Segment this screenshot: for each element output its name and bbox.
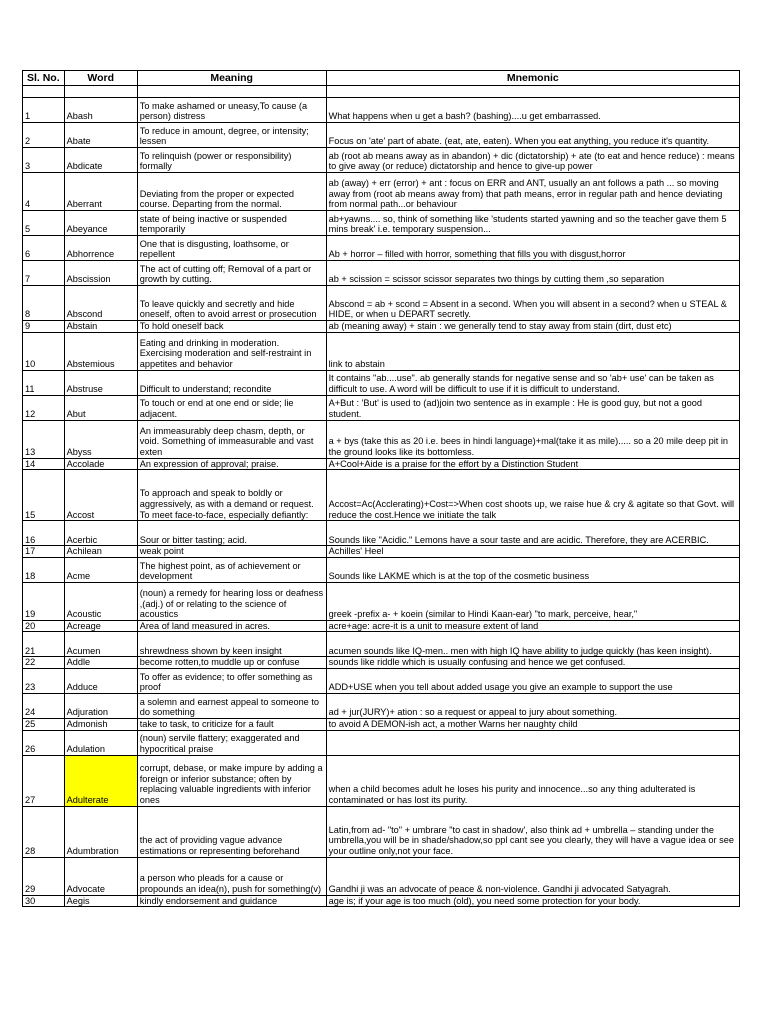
- cell-meaning: To touch or end at one end or side; lie adjacent.: [137, 395, 326, 420]
- table-row: [23, 458, 740, 470]
- vocabulary-table: [22, 70, 740, 907]
- cell-mnemonic: ab (away) + err (error) + ant : focus on ERR and ANT, usually an ant follows a path ... so moving away from (root ab means away from) that path means, error in regular path and hence deviating from normal path...or behaviour: [326, 173, 739, 211]
- cell-sl-no: 27: [23, 755, 65, 806]
- table-row: [23, 123, 740, 148]
- cell-sl-no: 19: [23, 582, 65, 620]
- cell-meaning: Area of land measured in acres.: [137, 620, 326, 632]
- table-row: [23, 98, 740, 123]
- cell-meaning: weak point: [137, 546, 326, 558]
- cell-sl-no: 14: [23, 458, 65, 470]
- table-row: [23, 236, 740, 261]
- cell-meaning: The act of cutting off; Removal of a part or growth by cutting.: [137, 261, 326, 286]
- cell-word: Abstain: [64, 321, 137, 333]
- cell-meaning: To make ashamed or uneasy,To cause (a person) distress: [137, 98, 326, 123]
- cell-word: Acerbic: [64, 521, 137, 546]
- cell-word: Adulterate: [64, 755, 137, 806]
- cell-sl-no: 11: [23, 370, 65, 395]
- cell-sl-no: 25: [23, 718, 65, 730]
- cell-sl-no: 12: [23, 395, 65, 420]
- cell-meaning: (noun) a remedy for hearing loss or deafness ,(adj.) of or relating to the science of acoustics: [137, 582, 326, 620]
- cell-meaning: Sour or bitter tasting; acid.: [137, 521, 326, 546]
- cell-word: Abstemious: [64, 332, 137, 370]
- cell-meaning: One that is disgusting, loathsome, or repellent: [137, 236, 326, 261]
- table-row: [23, 730, 740, 755]
- cell-sl-no: 20: [23, 620, 65, 632]
- cell-meaning: kindly endorsement and guidance: [137, 895, 326, 907]
- cell-mnemonic: Ab + horror – filled with horror, something that fills you with disgust,horror: [326, 236, 739, 261]
- cell-mnemonic: sounds like riddle which is usually confusing and hence we get confused.: [326, 657, 739, 669]
- cell-sl-no: 8: [23, 286, 65, 321]
- cell-word: Acreage: [64, 620, 137, 632]
- cell-meaning: corrupt, debase, or make impure by adding a foreign or inferior substance; often by replacing valuable ingredients with inferior ones: [137, 755, 326, 806]
- cell-mnemonic: a + bys (take this as 20 i.e. bees in hindi language)+mal(take it as mile)..... so a 20 mile deep pit in the ground looks like its bottomless.: [326, 420, 739, 458]
- cell-word: Abdicate: [64, 148, 137, 173]
- cell-sl-no: 1: [23, 98, 65, 123]
- cell-meaning: state of being inactive or suspended temporarily: [137, 211, 326, 236]
- cell-meaning: the act of providing vague advance estimations or representing beforehand: [137, 806, 326, 857]
- table-row: [23, 693, 740, 718]
- cell-mnemonic: age is; if your age is too much (old), you need some protection for your body.: [326, 895, 739, 907]
- table-row: [23, 632, 740, 657]
- cell-word: Abut: [64, 395, 137, 420]
- cell-word: Abash: [64, 98, 137, 123]
- table-row: [23, 806, 740, 857]
- cell-sl-no: 18: [23, 557, 65, 582]
- cell-sl-no: 16: [23, 521, 65, 546]
- cell-sl-no: 15: [23, 470, 65, 521]
- cell-meaning: a solemn and earnest appeal to someone to do something: [137, 693, 326, 718]
- cell-sl-no: 2: [23, 123, 65, 148]
- header-sl-no: Sl. No.: [23, 71, 65, 86]
- cell-meaning: An immeasurably deep chasm, depth, or void. Something of immeasurable and vast exten: [137, 420, 326, 458]
- cell-mnemonic: It contains "ab....use". ab generally stands for negative sense and so 'ab+ use' can be taken as difficult to use. A word will be difficult to use if it is difficult to understand.: [326, 370, 739, 395]
- cell-sl-no: 30: [23, 895, 65, 907]
- cell-meaning: shrewdness shown by keen insight: [137, 632, 326, 657]
- header-meaning: Meaning: [137, 71, 326, 86]
- cell-sl-no: 17: [23, 546, 65, 558]
- cell-meaning: Eating and drinking in moderation. Exercising moderation and self-restraint in appetites and behavior: [137, 332, 326, 370]
- cell-word: Adumbration: [64, 806, 137, 857]
- cell-word: Abstruse: [64, 370, 137, 395]
- table-row: [23, 521, 740, 546]
- cell-mnemonic: ab (meaning away) + stain : we generally tend to stay away from stain (dirt, dust etc): [326, 321, 739, 333]
- cell-meaning: Difficult to understand; recondite: [137, 370, 326, 395]
- table-row: [23, 395, 740, 420]
- table-row: [23, 755, 740, 806]
- cell-mnemonic: What happens when u get a bash? (bashing)....u get embarrassed.: [326, 98, 739, 123]
- table-row: [23, 261, 740, 286]
- cell-mnemonic: acumen sounds like IQ-men.. men with high IQ have ability to judge quickly (has keen insight).: [326, 632, 739, 657]
- table-row: [23, 470, 740, 521]
- cell-sl-no: 24: [23, 693, 65, 718]
- cell-word: Achilean: [64, 546, 137, 558]
- table-row: [23, 420, 740, 458]
- cell-word: Aegis: [64, 895, 137, 907]
- cell-mnemonic: acre+age: acre-it is a unit to measure extent of land: [326, 620, 739, 632]
- cell-word: Abeyance: [64, 211, 137, 236]
- cell-mnemonic: greek -prefix a- + koein (similar to Hindi Kaan-ear) "to mark, perceive, hear,": [326, 582, 739, 620]
- cell-sl-no: 22: [23, 657, 65, 669]
- cell-sl-no: 9: [23, 321, 65, 333]
- cell-meaning: To offer as evidence; to offer something as proof: [137, 668, 326, 693]
- cell-meaning: To hold oneself back: [137, 321, 326, 333]
- header-word: Word: [64, 71, 137, 86]
- cell-mnemonic: Abscond = ab + scond = Absent in a second. When you will absent in a second? when u STEAL & HIDE, or when u DEPART secretly.: [326, 286, 739, 321]
- cell-mnemonic: Sounds like LAKME which is at the top of the cosmetic business: [326, 557, 739, 582]
- cell-sl-no: 6: [23, 236, 65, 261]
- cell-word: Abyss: [64, 420, 137, 458]
- table-body: [23, 86, 740, 907]
- cell-meaning: Deviating from the proper or expected course. Departing from the normal.: [137, 173, 326, 211]
- table-row: [23, 857, 740, 895]
- cell-word: Acumen: [64, 632, 137, 657]
- table-row: [23, 148, 740, 173]
- cell-meaning: To leave quickly and secretly and hide oneself, often to avoid arrest or prosecution: [137, 286, 326, 321]
- cell-sl-no: 29: [23, 857, 65, 895]
- cell-word: Adjuration: [64, 693, 137, 718]
- cell-meaning: a person who pleads for a cause or propounds an idea(n), push for something(v): [137, 857, 326, 895]
- cell-meaning: The highest point, as of achievement or development: [137, 557, 326, 582]
- cell-meaning: To approach and speak to boldly or aggressively, as with a demand or request. To meet face-to-face, especially defiantly:: [137, 470, 326, 521]
- cell-meaning: (noun) servile flattery; exaggerated and hypocritical praise: [137, 730, 326, 755]
- cell-mnemonic: when a child becomes adult he loses his purity and innocence...so any thing adulterated is contaminated or has lost its purity.: [326, 755, 739, 806]
- cell-meaning: become rotten,to muddle up or confuse: [137, 657, 326, 669]
- table-row: [23, 332, 740, 370]
- cell-mnemonic: A+But : 'But' is used to (ad)join two sentence as in example : He is good guy, but not a good student.: [326, 395, 739, 420]
- table-row: [23, 321, 740, 333]
- cell-sl-no: 13: [23, 420, 65, 458]
- cell-word: Aberrant: [64, 173, 137, 211]
- cell-word: Abhorrence: [64, 236, 137, 261]
- table-row: [23, 582, 740, 620]
- cell-word: Abate: [64, 123, 137, 148]
- cell-word: Accolade: [64, 458, 137, 470]
- cell-mnemonic: Latin,from ad- "to" + umbrare "to cast in shadow', also think ad + umbrella – standing under the umbrella,you will be in shade/shadow,so ppl cant see you clearly, they will have a vague idea or see your outline only,not your face.: [326, 806, 739, 857]
- cell-mnemonic: to avoid A DEMON-ish act, a mother Warns her naughty child: [326, 718, 739, 730]
- table-row: [23, 370, 740, 395]
- table-row: [23, 718, 740, 730]
- cell-word: Adulation: [64, 730, 137, 755]
- cell-meaning: An expression of approval; praise.: [137, 458, 326, 470]
- cell-sl-no: 23: [23, 668, 65, 693]
- cell-meaning: To relinquish (power or responsibility) formally: [137, 148, 326, 173]
- cell-word: Acoustic: [64, 582, 137, 620]
- cell-mnemonic: ab+yawns.... so, think of something like 'students started yawning and so the teacher gave them 5 mins break' i.e. temporary suspension...: [326, 211, 739, 236]
- table-row: [23, 286, 740, 321]
- cell-sl-no: 5: [23, 211, 65, 236]
- cell-word: Abscond: [64, 286, 137, 321]
- cell-sl-no: 3: [23, 148, 65, 173]
- table-row: [23, 557, 740, 582]
- cell-word: Addle: [64, 657, 137, 669]
- cell-mnemonic: Gandhi ji was an advocate of peace & non-violence. Gandhi ji advocated Satyagrah.: [326, 857, 739, 895]
- cell-mnemonic: ad + jur(JURY)+ ation : so a request or appeal to jury about something.: [326, 693, 739, 718]
- spacer-row: [23, 86, 740, 98]
- cell-mnemonic: Focus on 'ate' part of abate. (eat, ate, eaten). When you eat anything, you reduce it's quantity.: [326, 123, 739, 148]
- cell-sl-no: 28: [23, 806, 65, 857]
- cell-meaning: take to task, to criticize for a fault: [137, 718, 326, 730]
- cell-mnemonic: A+Cool+Aide is a praise for the effort by a Distinction Student: [326, 458, 739, 470]
- cell-sl-no: 21: [23, 632, 65, 657]
- cell-sl-no: 26: [23, 730, 65, 755]
- vocabulary-sheet: [22, 70, 740, 907]
- table-row: [23, 895, 740, 907]
- cell-word: Adduce: [64, 668, 137, 693]
- cell-word: Acme: [64, 557, 137, 582]
- cell-mnemonic: Accost=Ac(Acclerating)+Cost=>When cost shoots up, we raise hue & cry & agitate so that Govt. will reduce the cost.Hence we initiate the talk: [326, 470, 739, 521]
- table-row: [23, 546, 740, 558]
- header-mnemonic: Mnemonic: [326, 71, 739, 86]
- cell-word: Admonish: [64, 718, 137, 730]
- cell-word: Advocate: [64, 857, 137, 895]
- cell-word: Accost: [64, 470, 137, 521]
- cell-mnemonic: Achilles' Heel: [326, 546, 739, 558]
- cell-mnemonic: [326, 730, 739, 755]
- table-row: [23, 211, 740, 236]
- table-row: [23, 173, 740, 211]
- cell-meaning: To reduce in amount, degree, or intensity; lessen: [137, 123, 326, 148]
- table-row: [23, 620, 740, 632]
- cell-sl-no: 7: [23, 261, 65, 286]
- table-row: [23, 657, 740, 669]
- cell-mnemonic: Sounds like "Acidic." Lemons have a sour taste and are acidic. Therefore, they are ACERBIC.: [326, 521, 739, 546]
- header-row: [23, 71, 740, 86]
- table-row: [23, 668, 740, 693]
- cell-mnemonic: ab + scission = scissor scissor separates two things by cutting them ,so separation: [326, 261, 739, 286]
- cell-mnemonic: ADD+USE when you tell about added usage you give an example to support the use: [326, 668, 739, 693]
- cell-mnemonic: ab (root ab means away as in abandon) + dic (dictatorship) + ate (to eat and hence reduce) : means to give away (or reduce) dictatorship and hence to give-up power: [326, 148, 739, 173]
- cell-word: Abscission: [64, 261, 137, 286]
- cell-sl-no: 4: [23, 173, 65, 211]
- cell-mnemonic: link to abstain: [326, 332, 739, 370]
- cell-sl-no: 10: [23, 332, 65, 370]
